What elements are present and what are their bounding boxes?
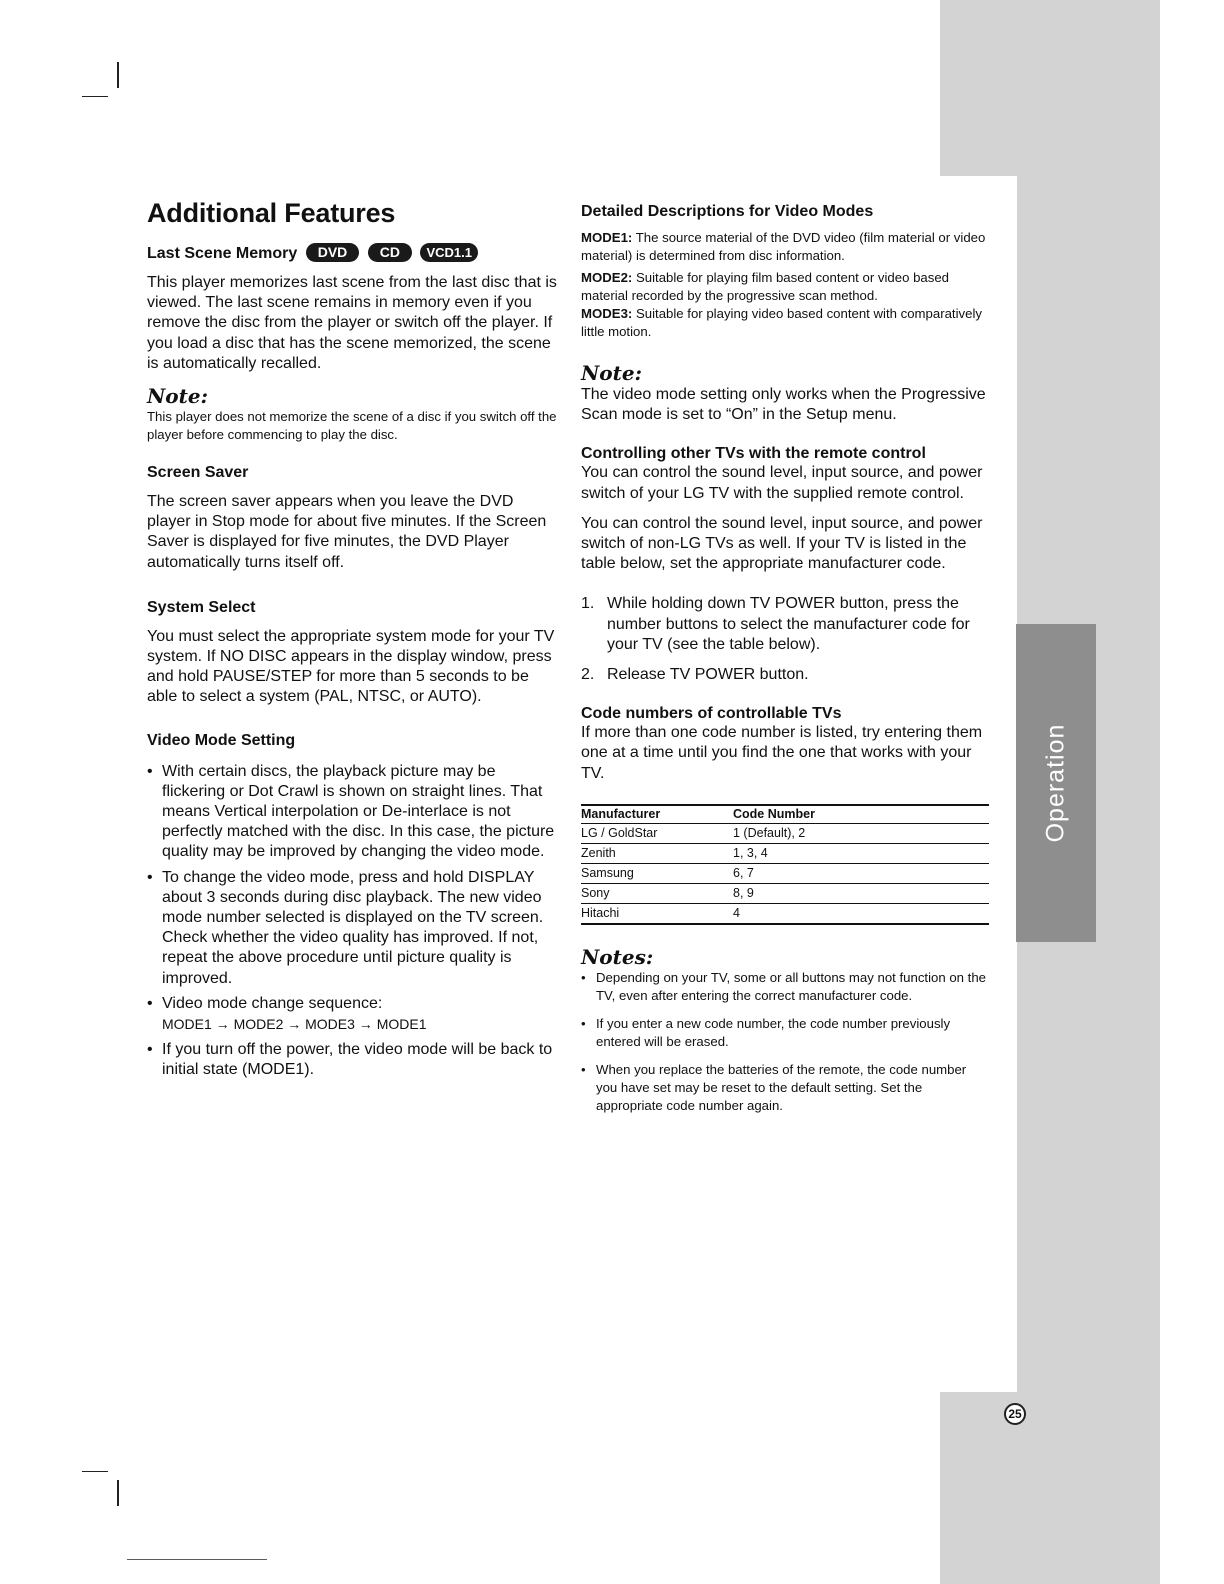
mode1-text: The source material of the DVD video (film material or video material) is determined from disc information.: [581, 230, 986, 263]
table-row: [581, 843, 989, 863]
codes-table: [581, 804, 989, 925]
col-code: Code Number: [733, 805, 989, 824]
mode2-description: [581, 269, 991, 305]
table-header-row: [581, 805, 989, 824]
table-row: [581, 883, 989, 903]
notes-list: [581, 969, 991, 1115]
screen-saver-body: The screen saver appears when you leave the DVD player in Stop mode for about five minutes. If the Screen Saver is displayed for five minutes, the DVD Player automatically turns itself off.: [147, 493, 547, 571]
table-row: [581, 863, 989, 883]
footer-line: [127, 1559, 267, 1560]
cd-badge: CD: [368, 243, 412, 262]
mode2-label: MODE2:: [581, 270, 633, 285]
table-row: [581, 903, 989, 924]
step-number: 1.: [581, 595, 595, 613]
list-item: • With certain discs, the playback picture may be flickering or Dot Crawl is shown on straight lines. That means Vertical interpolation or De-interlace is not perfectly matched with the disc. In this case, the picture quality may be improved by changing the video mode.: [147, 762, 557, 863]
list-item: • If you turn off the power, the video mode will be back to initial state (MODE1).: [147, 1040, 557, 1080]
manufacturer-cell: Hitachi: [581, 903, 733, 924]
controlling-body-2: You can control the sound level, input source, and power switch of non-LG TVs as well. If your TV is listed in the table below, set the appropriate manufacturer code.: [581, 514, 983, 573]
last-scene-body: This player memorizes last scene from the last disc that is viewed. The last scene remains in memory even if you remove the disc from the player or switch off the player. If you load a disc that has the scene memorized, the scene is automatically recalled.: [147, 274, 557, 372]
mode1-description: [581, 229, 991, 265]
manufacturer-cell: LG / GoldStar: [581, 823, 733, 843]
codes-heading: Code numbers of controllable TVs: [581, 705, 842, 723]
left-column: [147, 198, 557, 1081]
mode2-text: Suitable for playing film based content or video based material recorded by the progressive scan method.: [581, 270, 949, 303]
last-scene-note-title: Note:: [147, 384, 208, 409]
col-manufacturer: Manufacturer: [581, 805, 733, 824]
crop-mark: [117, 62, 119, 88]
list-item: [147, 994, 557, 1035]
step-text: While holding down TV POWER button, press the number buttons to select the manufacturer code for your TV (see the table below).: [607, 595, 970, 653]
step-text: Release TV POWER button.: [607, 666, 809, 684]
last-scene-note-text: This player does not memorize the scene of a disc if you switch off the player before commencing to play the disc.: [147, 409, 557, 443]
steps-list: [581, 594, 991, 685]
list-item: [581, 594, 991, 655]
code-cell: 1 (Default), 2: [733, 823, 989, 843]
video-mode-note-title: Note:: [581, 361, 642, 385]
code-cell: 8, 9: [733, 883, 989, 903]
list-item: • If you enter a new code number, the code number previously entered will be erased.: [581, 1015, 991, 1051]
list-item: [581, 665, 991, 685]
right-column: [581, 203, 991, 1115]
video-mode-list: [147, 762, 557, 1081]
video-mode-heading: Video Mode Setting: [147, 731, 296, 749]
manufacturer-cell: Zenith: [581, 843, 733, 863]
codes-body: If more than one code number is listed, try entering them one at a time until you find the one that works with your TV.: [581, 724, 983, 782]
mode-sequence: MODE1 → MODE2 → MODE3 → MODE1: [162, 1016, 427, 1033]
page-title: Additional Features: [147, 198, 396, 228]
table-row: [581, 823, 989, 843]
screen-saver-heading: Screen Saver: [147, 464, 249, 482]
detailed-heading: Detailed Descriptions for Video Modes: [581, 203, 874, 220]
code-cell: 6, 7: [733, 863, 989, 883]
manufacturer-cell: Sony: [581, 883, 733, 903]
code-cell: 4: [733, 903, 989, 924]
list-item: • When you replace the batteries of the remote, the code number you have set may be reset to the default setting. Set the appropriate code number again.: [581, 1061, 991, 1115]
page-number: 25: [1004, 1403, 1026, 1425]
sequence-label: Video mode change sequence:: [162, 994, 383, 1012]
video-mode-note-text: The video mode setting only works when the Progressive Scan mode is set to “On” in the Setup menu.: [581, 386, 986, 424]
mode1-label: MODE1:: [581, 230, 633, 245]
crop-mark: [82, 96, 108, 97]
manufacturer-cell: Samsung: [581, 863, 733, 883]
step-number: 2.: [581, 666, 595, 684]
mode3-description: [581, 305, 991, 341]
section-tab-label: Operation: [1041, 723, 1070, 843]
dvd-badge: DVD: [306, 243, 360, 262]
mode3-label: MODE3:: [581, 306, 633, 321]
vcd-badge: VCD1.1: [420, 243, 478, 262]
crop-mark: [117, 1480, 119, 1506]
last-scene-heading: [147, 243, 557, 263]
last-scene-heading-text: Last Scene Memory: [147, 245, 298, 262]
system-select-heading: System Select: [147, 598, 256, 616]
controlling-body-1: You can control the sound level, input source, and power switch of your LG TV with the supplied remote control.: [581, 464, 983, 502]
controlling-heading: Controlling other TVs with the remote control: [581, 445, 926, 463]
notes-title: Notes:: [581, 944, 654, 969]
system-select-body: You must select the appropriate system mode for your TV system. If NO DISC appears in the display window, press and hold PAUSE/STEP for more than 5 seconds to be able to select a system (PAL, NTSC, or AUTO).: [147, 627, 555, 706]
code-cell: 1, 3, 4: [733, 843, 989, 863]
crop-mark: [82, 1471, 108, 1472]
mode3-text: Suitable for playing video based content with comparatively little motion.: [581, 306, 982, 339]
list-item: • Depending on your TV, some or all buttons may not function on the TV, even after entering the correct manufacturer code.: [581, 969, 991, 1005]
list-item: • To change the video mode, press and hold DISPLAY about 3 seconds during disc playback. The new video mode number selected is displayed on the TV screen. Check whether the video quality has improved. If not, repeat the above procedure until picture quality is improved.: [147, 868, 557, 989]
